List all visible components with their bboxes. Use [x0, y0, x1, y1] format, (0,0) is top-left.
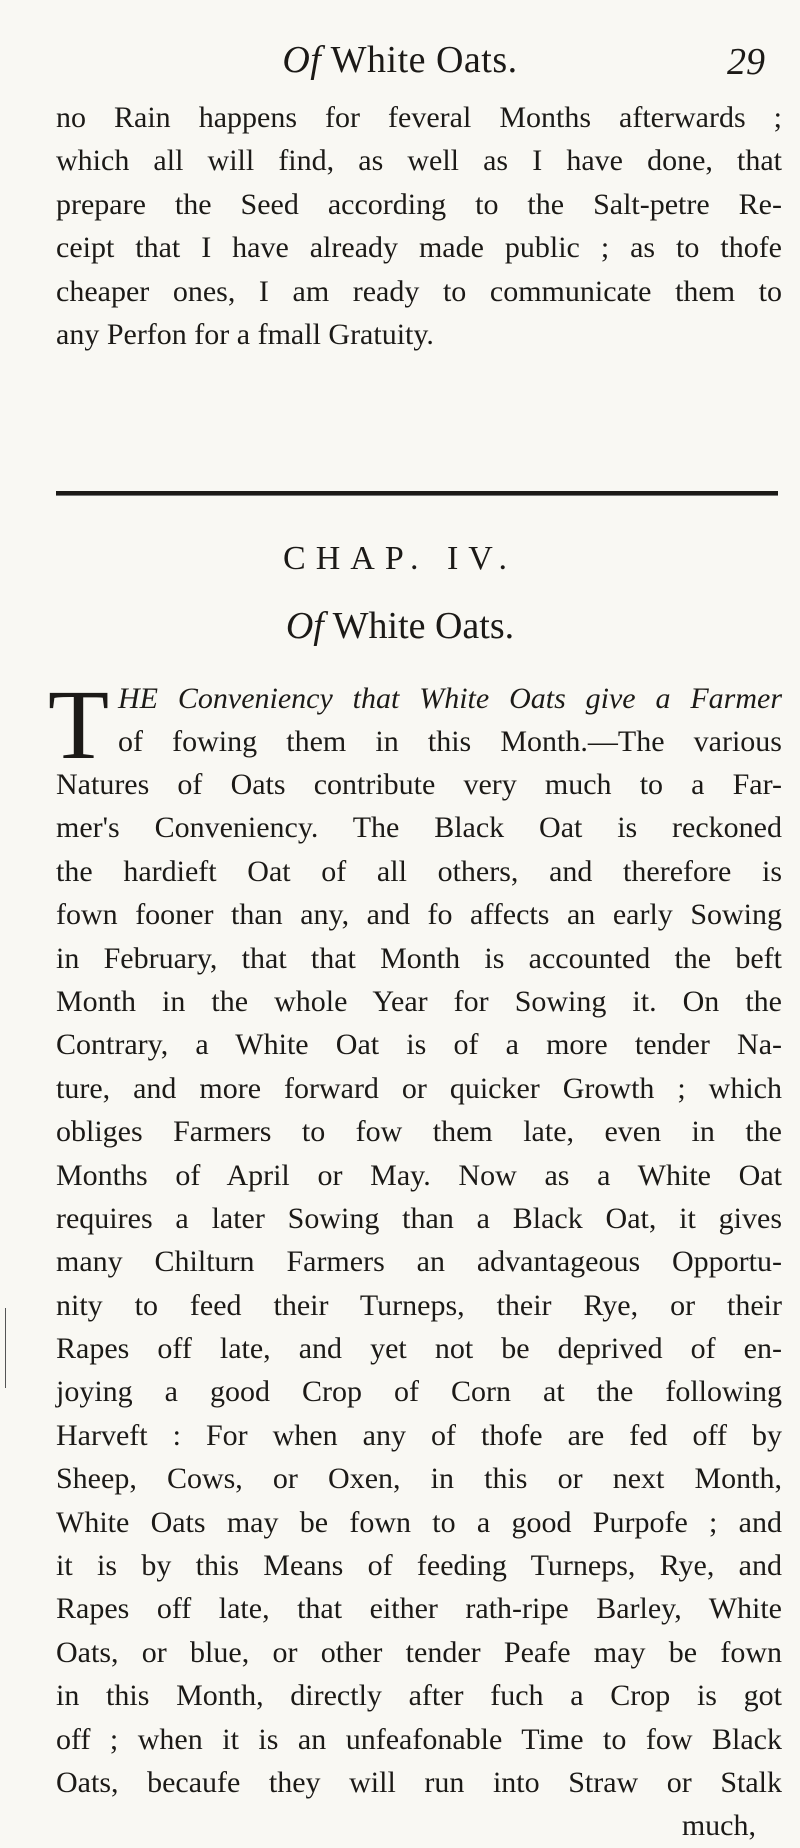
section-rule [56, 491, 778, 496]
drop-cap: T [48, 669, 110, 780]
text-line: Harveft : For when any of thofe are fed off by [56, 1418, 782, 1452]
text-line: Month in the whole Year for Sowing it. On the [56, 984, 782, 1018]
text-line: ceipt that I have already made public ; as to thofe [56, 231, 782, 265]
chapter-subtitle-title: White Oats. [323, 605, 515, 647]
gutter-edge [5, 1308, 6, 1388]
text-line: Natures of Oats contribute very much to a Far- [56, 768, 782, 801]
text-line: ture, and more forward or quicker Growth ; which [56, 1071, 782, 1105]
text-line: many Chilturn Farmers an advantageous Opportu- [56, 1245, 782, 1279]
running-head-title: White Oats. [321, 39, 518, 81]
summary-line: of fowing them in this Month.—The various [118, 725, 782, 759]
text-line: Months of April or May. Now as a White Oat [56, 1158, 782, 1192]
text-line: the hardieft Oat of all others, and therefore is [56, 854, 782, 888]
text-line: off ; when it is an unfeafonable Time to fow Black [56, 1722, 782, 1756]
top-paragraph [56, 96, 782, 356]
running-head-of: Of [282, 39, 322, 81]
text-line: it is by this Means of feeding Turneps, Rye, and [56, 1549, 782, 1583]
text-line: White Oats may be fown to a good Purpofe ; and [56, 1505, 782, 1539]
catchword: much, [681, 1809, 756, 1843]
chapter-subtitle [0, 604, 800, 648]
chapter-summary [118, 677, 782, 764]
text-line: Rapes off late, and yet not be deprived of en- [56, 1332, 782, 1366]
text-line: Contrary, a White Oat is of a more tender Na- [56, 1028, 782, 1062]
text-line: Rapes off late, that either rath-ripe Barley, White [56, 1592, 782, 1626]
page-number: 29 [727, 41, 765, 83]
text-line: which all will find, as well as I have done, that [56, 144, 782, 178]
body-paragraph [56, 763, 782, 1848]
summary-line: HE Conveniency that White Oats give a Farmer [118, 682, 782, 715]
chapter-subtitle-of: Of [285, 605, 324, 647]
running-head [0, 38, 800, 82]
text-line: nity to feed their Turneps, their Rye, or their [56, 1288, 782, 1322]
chapter-heading: CHAP. IV. [283, 540, 517, 577]
text-line: requires a later Sowing than a Black Oat, it gives [56, 1201, 782, 1235]
text-line: Sheep, Cows, or Oxen, in this or next Month, [56, 1462, 782, 1496]
text-line: fown fooner than any, and fo affects an early Sowing [56, 898, 782, 932]
text-line: any Perfon for a fmall Gratuity. [56, 317, 434, 351]
text-line: cheaper ones, I am ready to communicate them to [56, 274, 782, 308]
text-line: Oats, or blue, or other tender Peafe may be fown [56, 1635, 782, 1669]
text-line: in this Month, directly after fuch a Crop is got [56, 1679, 782, 1713]
page-header [0, 38, 800, 94]
text-line: prepare the Seed according to the Salt-petre Re- [56, 187, 782, 221]
text-line: joying a good Crop of Corn at the following [56, 1375, 782, 1409]
text-line: Oats, becaufe they will run into Straw or Stalk [56, 1765, 782, 1799]
text-line: obliges Farmers to fow them late, even in the [56, 1115, 782, 1149]
text-line: mer's Conveniency. The Black Oat is reckoned [56, 811, 782, 845]
text-line: no Rain happens for feveral Months afterwards ; [56, 101, 782, 134]
text-line: in February, that that Month is accounted the beft [56, 941, 782, 975]
